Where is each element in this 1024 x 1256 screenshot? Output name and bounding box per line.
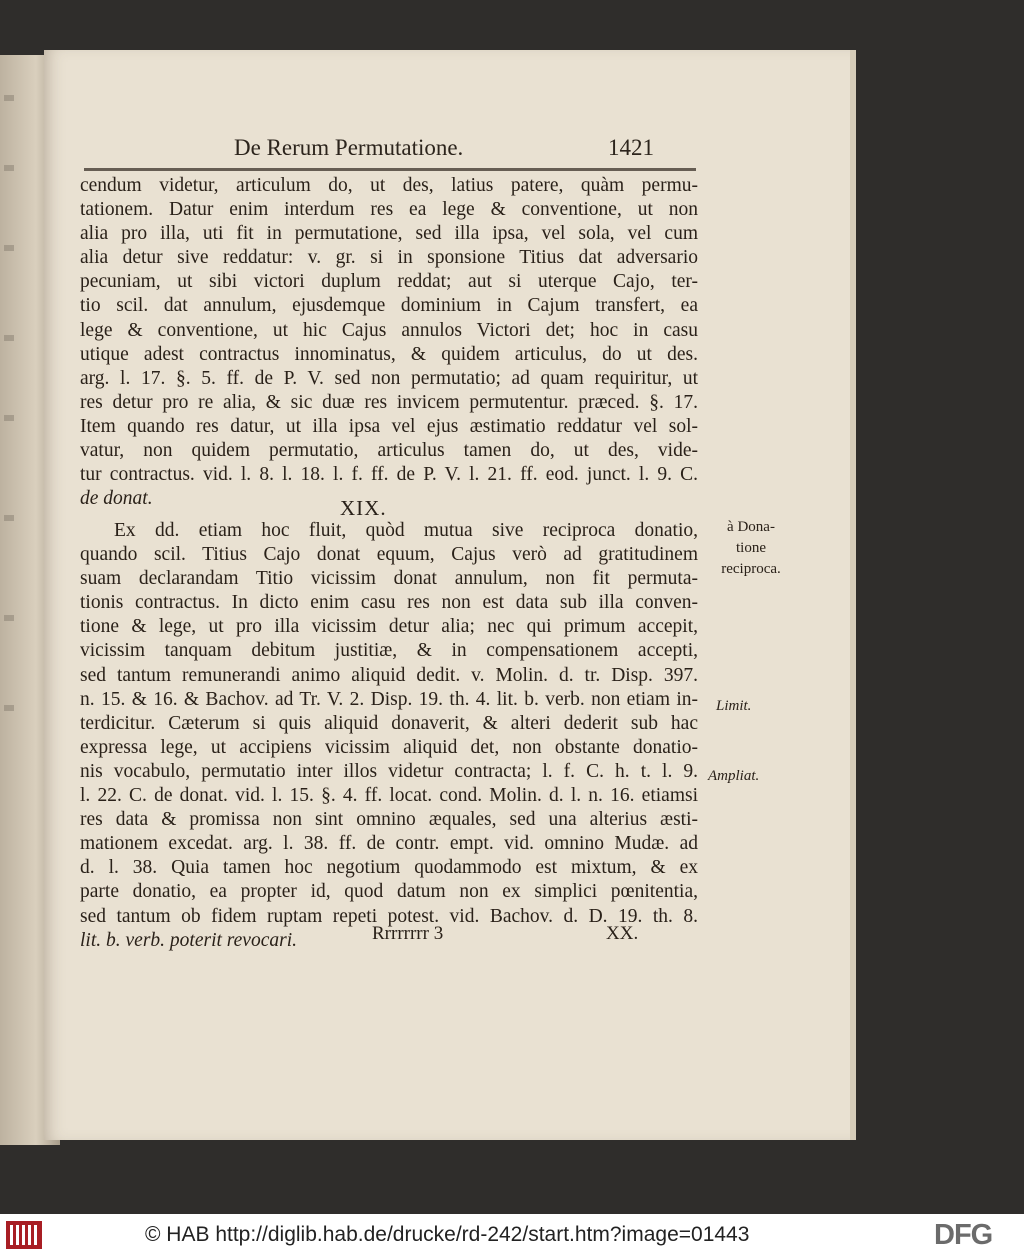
text-line: tione & lege, ut pro illa vicissim detur alia; nec qui primum accepit,	[80, 616, 698, 638]
text-line: mationem excedat. arg. l. 38. ff. de contr. empt. vid. omnino Mudæ. ad	[80, 833, 698, 855]
text-line: d. l. 38. Quia tamen hoc negotium quodammodo est mixtum, & ex	[80, 857, 698, 879]
text-line: n. 15. & 16. & Bachov. ad Tr. V. 2. Disp. 19. th. 4. lit. b. verb. non etiam in-	[80, 688, 698, 710]
catchword: XX.	[606, 923, 639, 944]
text-line: arg. l. 17. §. 5. ff. de P. V. sed non permutatio; ad quam requiritur, ut	[80, 367, 698, 389]
text-line: res detur pro re alia, & sic duæ res invicem permutentur. præced. §. 17.	[80, 391, 698, 413]
text-line: tio scil. dat annulum, ejusdemque dominium in Cajum transfert, ea	[80, 295, 698, 317]
running-header	[234, 135, 654, 161]
text-line: cendum videtur, articulum do, ut des, latius patere, quàm permu-	[80, 175, 698, 196]
text-line: Ex dd. etiam hoc fluit, quòd mutua sive reciproca donatio,	[114, 520, 698, 541]
text-line: res data & promissa non sint omnino æquales, sed una alterius æsti-	[80, 809, 698, 831]
book-page	[44, 50, 856, 1140]
text-line: alia pro illa, uti fit in permutatione, sed illa ipsa, vel sola, vel cum	[80, 223, 698, 245]
copyright-link[interactable]: © HAB http://diglib.hab.de/drucke/rd-242/start.htm?image=01443	[145, 1223, 750, 1246]
page-number: 1421	[608, 135, 654, 160]
margin-note-line: tione	[736, 540, 766, 556]
margin-note-line: à Dona-	[727, 519, 775, 535]
margin-note-line: reciproca.	[721, 561, 781, 577]
text-line: tionis contractus. In dicto enim casu res non est data sub illa conven-	[80, 592, 698, 614]
margin-note-ampliat: Ampliat.	[708, 768, 760, 784]
text-line: vicissim tanquam debitum justitiæ, & in compensationem accepti,	[80, 640, 698, 662]
text-line: sed tantum ob fidem ruptam repeti potest. vid. Bachov. d. D. 19. th. 8.	[80, 905, 698, 927]
text-line: de donat.	[80, 488, 153, 510]
signature-mark: Rrrrrrrr 3	[372, 923, 444, 944]
paragraph-bottom	[80, 519, 698, 953]
text-line: tationem. Datur enim interdum res ea lege & conventione, ut non	[80, 199, 698, 221]
text-line: suam declarandam Titio vicissim donat annulum, non fit permuta-	[80, 568, 698, 590]
paragraph-top	[80, 174, 698, 511]
text-line: lege & conventione, ut hic Cajus annulos Victori det; hoc in casu	[80, 319, 698, 341]
dfg-logo: DFG	[934, 1219, 993, 1251]
text-line: l. 22. C. de donat. vid. l. 15. §. 4. ff. locat. cond. Molin. d. l. n. 16. etiamsi	[80, 785, 698, 807]
text-line: sed tantum remunerandi animo aliquid dedit. v. Molin. d. tr. Disp. 397.	[80, 664, 698, 686]
text-line: vatur, non quidem permutatio, articulus tamen do, ut des, vide-	[80, 440, 698, 462]
text-line: tur contractus. vid. l. 8. l. 18. l. f. ff. de P. V. l. 21. ff. eod. junct. l. 9. C.	[80, 464, 698, 486]
section-number: XIX.	[340, 496, 387, 520]
text-line: terdicitur. Cæterum si quis aliquid donaverit, & alteri dederit sub hac	[80, 712, 698, 734]
text-line: parte donatio, ea propter id, quod datum non ex simplici pœnitentia,	[80, 881, 698, 903]
text-line: quando scil. Titius Cajo donat equum, Cajus verò ad gratitudinem	[80, 544, 698, 566]
page-title: De Rerum Permutatione.	[234, 135, 464, 160]
text-line: alia detur sive reddatur: v. gr. si in sponsione Titius dat adversario	[80, 247, 698, 269]
margin-note-donatione	[706, 517, 796, 580]
text-line: expressa lege, ut accipiens vicissim aliquid det, non obstante donatio-	[80, 736, 698, 758]
text-line: Item quando res datur, ut illa ipsa vel ejus æstimatio reddatur vel sol-	[80, 415, 698, 437]
text-line: lit. b. verb. poterit revocari.	[80, 929, 297, 951]
hab-library-logo-icon	[6, 1221, 42, 1249]
header-rule	[84, 168, 696, 171]
text-line: pecuniam, ut sibi victori duplum reddat; aut si uterque Cajo, ter-	[80, 271, 698, 293]
text-line: utique adest contractus innominatus, & quidem articulus, do ut des.	[80, 343, 698, 365]
text-line: nis vocabulo, permutatio inter illos videtur contracta; l. f. C. h. t. l. 9.	[80, 760, 698, 782]
margin-note-limit: Limit.	[716, 698, 752, 714]
